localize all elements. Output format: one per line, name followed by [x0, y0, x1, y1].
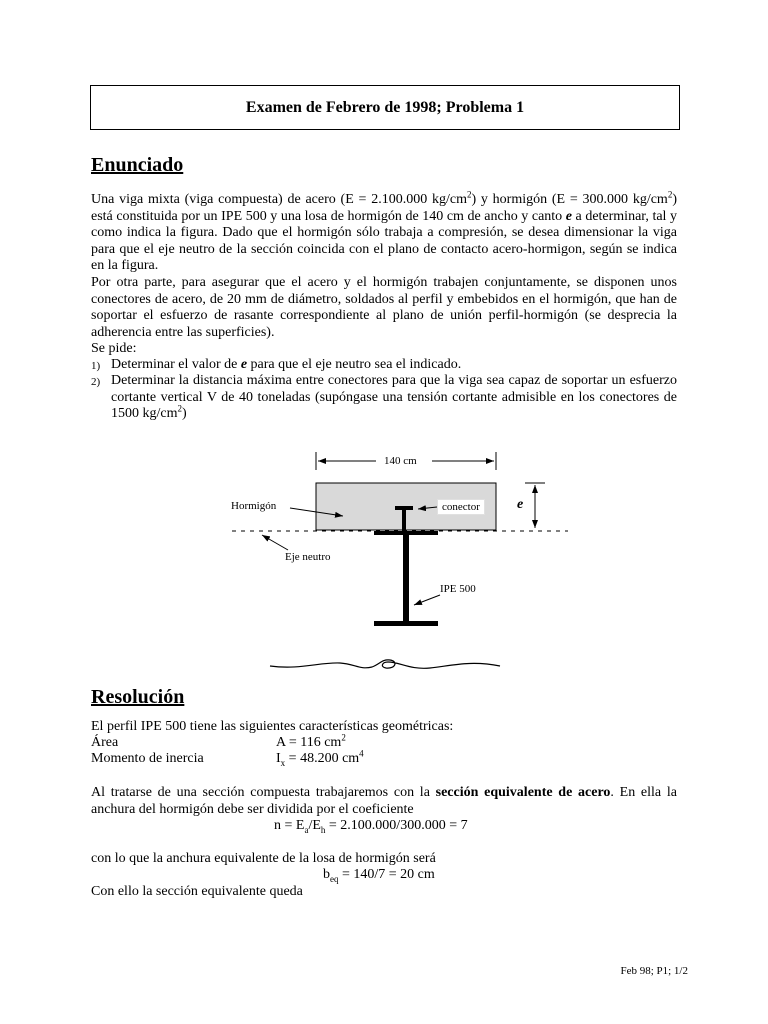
formula-n: $n = E_a/E_h = 2.100.000/300.000 = 7$ — [274, 818, 468, 835]
eje-leader — [262, 535, 288, 550]
page-footer: Feb 98; P1; 1/2 — [620, 965, 688, 977]
inertia-label: Momento de inercia — [91, 751, 204, 766]
inertia-value: $I_x = 48.200$ $cm^4$ — [276, 748, 364, 768]
beam-figure — [0, 440, 768, 680]
ipe-profile — [374, 531, 438, 626]
formula-beq: $b_{eq} = 140/7 = 20$ cm — [323, 867, 435, 884]
e-label: e — [517, 497, 524, 512]
page-title: Examen de Febrero de 1998; Problema 1 — [245, 98, 525, 116]
paragraph-ipe-properties: El perfil IPE 500 tiene las siguientes características geométricas: — [91, 719, 454, 734]
conector-label: conector — [437, 499, 485, 515]
decorative-divider — [270, 660, 500, 668]
paragraph-equivalent-width: con lo que la anchura equivalente de la losa de hormigón será — [91, 851, 436, 866]
ipe-label: IPE 500 — [440, 583, 476, 595]
title-box — [90, 85, 680, 130]
section-heading-resolucion: Resolución — [91, 686, 185, 708]
paragraph-equivalent-section: Al tratarse de una sección compuesta trabajaremos con la sección equivalente de acero. En ella la anchura del hormigón debe ser dividida por el coeficiente — [91, 785, 677, 817]
ipe-leader — [414, 595, 440, 605]
paragraph-statement: Una viga mixta (viga compuesta) de acero (E = 2.100.000 $kg/cm^2$) y hormigón (E = 300.000 $kg/cm^2$) está constituida por un IPE 500 y una losa de hormigón de 140 cm de ancho y canto e a determinar, tal y como indica la figura. Dado que el hormigón sólo trabaja a compresión, se desea dimensionar la viga para que el eje neutro de la sección coincida con el plano de contacto acero-hormigon, según se indica en la figura. — [91, 189, 678, 273]
section-heading-enunciado: Enunciado — [91, 154, 184, 176]
paragraph-connectors: Por otra parte, para asegurar que el acero y el hormigón trabajen conjuntamente, se disponen unos conectores de acero, de 20 mm de diámetro, soldados al perfil y embebidos en el hormigón, que han de soportar el esfuerzo de rasante correspondiente al plano de unión perfil-hormigón (se desprecia la adherencia entre las superficies). — [91, 275, 677, 340]
thickness-dimension — [525, 483, 545, 528]
area-label: Área — [91, 735, 119, 750]
eje-neutro-label: Eje neutro — [285, 551, 331, 563]
paragraph-section-result: Con ello la sección equivalente queda — [91, 884, 303, 899]
se-pide-label: Se pide: — [91, 341, 137, 356]
hormigon-label: Hormigón — [231, 500, 277, 512]
width-label: 140 cm — [384, 455, 417, 467]
area-value: A = 116 $cm^2$ — [276, 732, 346, 750]
